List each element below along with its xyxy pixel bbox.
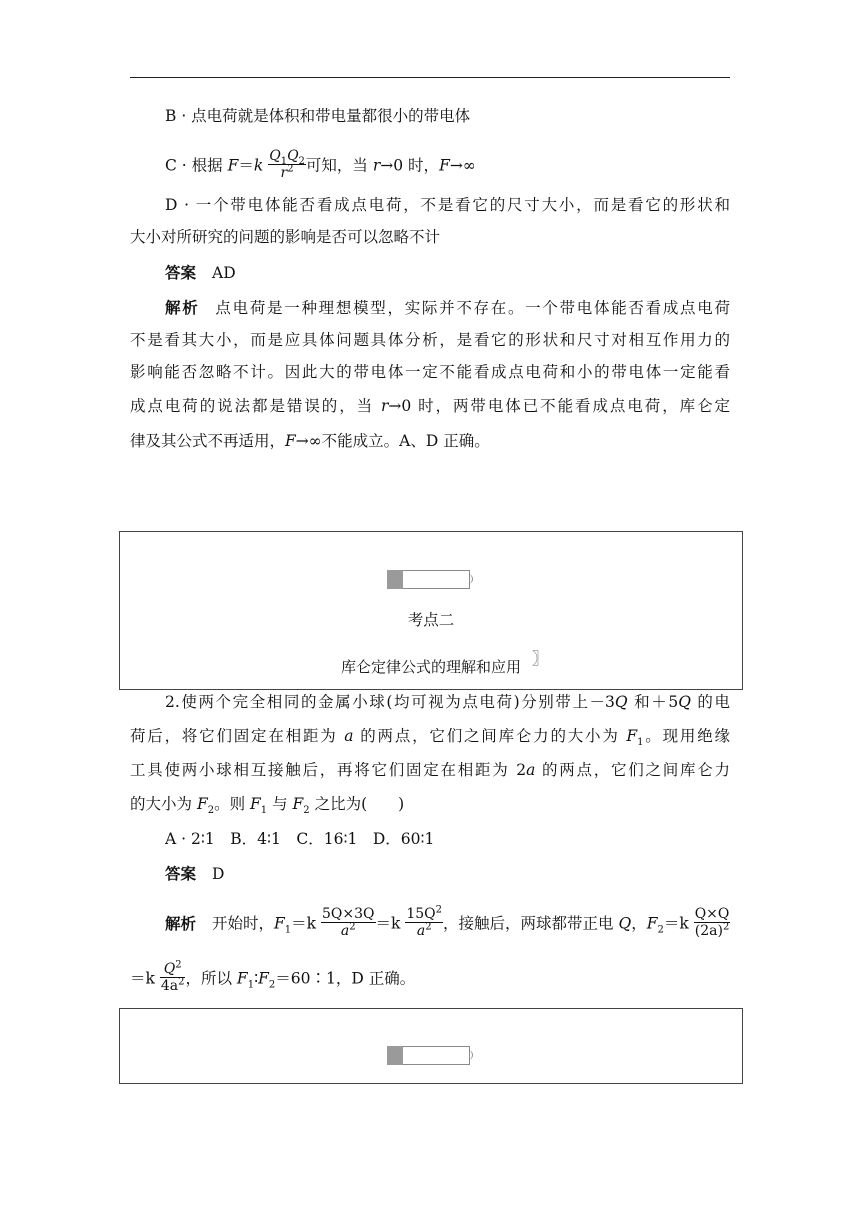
q2-line1: 2.使两个完全相同的金属小球(均可视为点电荷)分别带上－3Q 和＋5Q 的电 [165,693,730,711]
section-box-2 [119,531,743,690]
q1-analysis-line2: 不是看其大小，而是应具体问题具体分析，是看它的形状和尺寸对相互作用力的 [130,331,730,349]
section-title: 考点二 [407,611,455,629]
section-tab-icon [387,1046,473,1065]
q2-line2: 荷后，将它们固定在相距为 a 的两点，它们之间库仑力的大小为 $F_1$。现用绝缘 [130,727,730,749]
option-b: B · 点电荷就是体积和带电量都很小的带电体 [165,107,471,125]
q2-choices: A · 2∶1 B．4∶1 C．16∶1 D．60∶1 [165,830,435,848]
coulomb-fraction: $\frac{Q_1Q_2}{r^2}$ [269,148,305,181]
header-rule [130,77,730,78]
q1-analysis-line3: 影响能否忽略不计。因此大的带电体一定不能看成点电荷和小的带电体一定能看 [130,363,730,381]
q1-answer: 答案 AD [165,263,236,282]
fraction-2: $\frac{15Q^2}{a^2}$ [406,904,443,939]
q1-analysis-line1: 解析 点电荷是一种理想模型，实际并不存在。一个带电体能否看成点电荷 [165,298,730,317]
section-box-3 [119,1008,743,1084]
q1-analysis-line5: 律及其公式不再适用，F→∞不能成立。A、D 正确。 [130,432,490,450]
option-c: C · 根据 F＝k $\frac{Q_1Q_2}{r^2}$ 可知，当 r→0 时，F→∞ [165,148,476,181]
bracket-icon: 〗 [532,649,549,668]
option-d-line2: 大小对所研究的问题的影响是否可以忽略不计 [130,228,441,246]
q1-analysis-line4: 成点电荷的说法都是错误的，当 r→0 时，两带电体已不能看成点电荷，库仑定 [130,397,731,415]
q2-analysis-line2: ＝k $\frac{Q^2}{4a^2}$ ，所以 $F_1∶F_2=60∶1$，D 正确。 [130,959,416,994]
q2-line4: 的大小为 $F_2$。则 $F_1$ 与 $F_2$ 之比为( ) [130,795,405,817]
q2-line3: 工具使两小球相互接触后，再将它们固定在相距为 2a 的两点，它们之间库仑力 [130,761,730,779]
q2-answer: 答案 D [165,864,225,883]
fraction-3: $\frac{Q\times Q}{(2a)^2}$ [694,906,730,939]
fraction-1: $\frac{5Q\times 3Q}{a^2}$ [322,906,375,939]
fraction-4: $\frac{Q^2}{4a^2}$ [160,959,185,994]
section-tab-icon [387,570,473,589]
q2-analysis-line1: 解析 开始时，$F_1=k$ $\frac{5Q\times 3Q}{a^2}$ ＝k $\frac{15Q^2}{a^2}$ ，接触后，两球都带正电 Q，$F_2=k$ $\frac{Q\times Q}{(2a)^2}$ [165,904,730,939]
section-subtitle: 库仑定律公式的理解和应用 [340,658,521,676]
option-d-line1: D · 一个带电体能否看成点电荷，不是看它的尺寸大小，而是看它的形状和 [165,196,730,214]
